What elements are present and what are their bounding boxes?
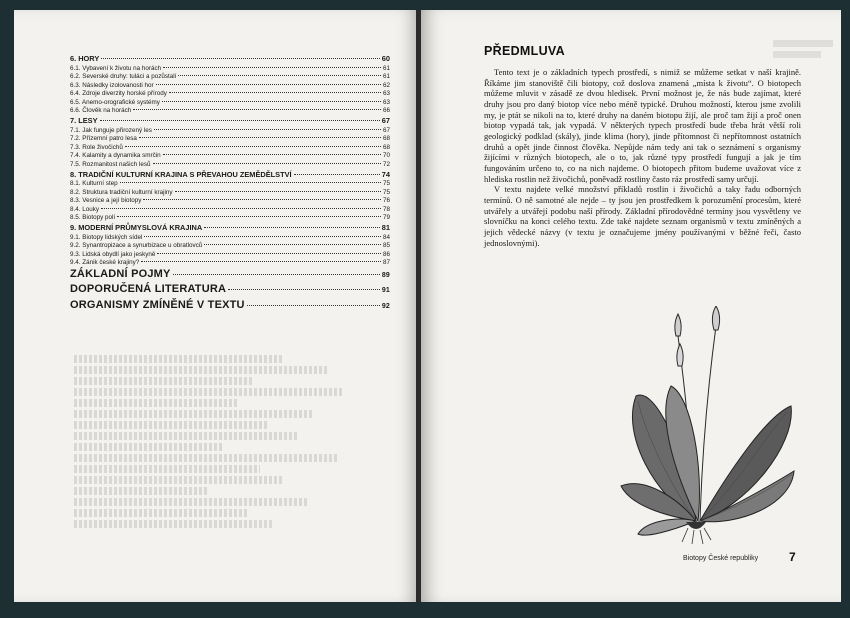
toc-entry-title: ZÁKLADNÍ POJMY: [70, 267, 171, 280]
preface-paragraph: Tento text je o základních typech prostředí, s nimiž se můžeme setkat v naší krajině. Říkáme jim stanoviště čili biotopy, což doslova znamená „místa k životu“. O biotopech můžeme mluvit v zásadě ze dvou hledisek. První možnost je, že nás bude zajímat, které druhy jsou pro daný biotop více nebo méně typické. Druhou možností, kterou jsme zvolili my, je ptát se nikoli na to, které druhy na daném biotopu žijí, ale proč tam žijí a proč onen biotop vypadá tak, jak vypadá. V některých typech prostředí bude třeba hrát větší roli geologický podklad (skály), jinde klima (hory), jinde přítomnost či nepřítomnost ostatních druhů a opět jinde činnost člověka. Nepůjde nám tedy ani tak o seznámení s organismy žijícími v různých biotopech, ale o to, jak různé typy prostředí fungují a jak je tím fungováním určeno to, co na nich najdeme. O biotopech přitom budeme uvažovat více z hlediska rostlin než živočichů, poněvadž rostliny často ráz prostředí samy určují.: [484, 67, 801, 184]
toc-leader-dots: [247, 305, 380, 306]
toc-leader-dots: [156, 84, 381, 85]
toc-entry-title: 8.4. Louky: [70, 205, 100, 213]
toc-leader-dots: [101, 58, 379, 59]
toc-entry: [70, 107, 390, 116]
toc-entry: [70, 170, 390, 181]
toc-entry-title: 8.1. Kulturní step: [70, 180, 118, 188]
toc-entry: [70, 242, 390, 251]
toc-entry-title: 8.5. Biotopy polí: [70, 214, 116, 222]
toc-entry: [70, 268, 390, 284]
toc-entry-page: 61: [382, 64, 390, 72]
toc-entry-title: DOPORUČENÁ LITERATURA: [70, 283, 227, 296]
toc-entry-page: 67: [382, 126, 390, 134]
toc-entry: [70, 73, 390, 82]
toc-leader-dots: [228, 289, 380, 290]
toc-entry-page: 74: [381, 169, 390, 179]
toc-entry-page: 89: [381, 271, 390, 279]
toc-entry: [70, 259, 390, 268]
right-page: [421, 10, 841, 602]
toc-leader-dots: [117, 216, 381, 217]
toc-entry: [70, 299, 390, 315]
table-of-contents: [70, 54, 390, 314]
toc-entry-page: 87: [382, 259, 390, 267]
toc-entry: [70, 283, 390, 299]
toc-leader-dots: [154, 129, 381, 130]
toc-entry: [70, 116, 390, 127]
toc-entry: [70, 82, 390, 91]
toc-entry: [70, 180, 390, 189]
toc-entry-page: 70: [382, 152, 390, 160]
toc-entry-title: 8.2. Struktura tradiční kulturní krajiny: [70, 188, 173, 196]
toc-entry-title: 7.2. Přízemní patro lesa: [70, 135, 137, 143]
toc-leader-dots: [163, 154, 381, 155]
toc-entry-page: 86: [382, 250, 390, 258]
toc-entry-page: 68: [382, 143, 390, 151]
toc-leader-dots: [169, 92, 381, 93]
toc-leader-dots: [125, 146, 381, 147]
toc-entry-title: ORGANISMY ZMÍNĚNÉ V TEXTU: [70, 298, 245, 311]
toc-entry-page: 61: [382, 73, 390, 81]
page-number: 7: [789, 550, 796, 564]
toc-entry-title: 7.4. Kalamity a dynamika smrčin: [70, 152, 161, 160]
toc-entry: [70, 54, 390, 65]
toc-leader-dots: [153, 163, 381, 164]
toc-entry-title: 9.3. Lidská obydlí jako jeskyně: [70, 250, 156, 258]
toc-entry-title: 7.5. Rozmanitost našich lesů: [70, 160, 151, 168]
toc-entry-title: 7. LESY: [70, 116, 98, 126]
toc-entry-title: 6.3. Následky izolovanosti hor: [70, 81, 154, 89]
toc-entry-title: 9.1. Biotopy lidských sídel: [70, 233, 143, 241]
toc-entry-page: 72: [382, 160, 390, 168]
toc-entry-title: 7.3. Role živočichů: [70, 143, 123, 151]
preface-title: PŘEDMLUVA: [484, 44, 565, 58]
preface-body: [484, 67, 801, 248]
toc-entry-page: 62: [382, 81, 390, 89]
toc-leader-dots: [204, 227, 380, 228]
preface-paragraph: V textu najdete velké množství příkladů rostlin i živočichů a taky řadu odborných termínů. O ně samotné ale nejde – ty jsou jen prostředkem k porozumění procesům, které utvářely a utvářejí podobu naší přírody. Základní přírodovědné termíny jsou vysvětleny ve slovníčku na konci celého textu. Zde také najdete seznam organismů v textu zmíněných a jejich vědecké názvy (v textu je označujeme jmény používanými v běžné řeči, často jednoslovnými).: [484, 184, 801, 248]
toc-entry-page: 68: [382, 135, 390, 143]
toc-entry-page: 79: [382, 214, 390, 222]
toc-entry-title: 8. TRADIČNÍ KULTURNÍ KRAJINA S PŘEVAHOU ZEMĚDĚLSTVÍ: [70, 169, 292, 179]
toc-leader-dots: [100, 120, 380, 121]
toc-entry: [70, 90, 390, 99]
toc-leader-dots: [175, 191, 381, 192]
toc-entry-title: 6.1. Vybavení k životu na horách: [70, 64, 162, 72]
toc-entry: [70, 65, 390, 74]
toc-entry-title: 7.1. Jak funguje přirozený les: [70, 126, 152, 134]
toc-entry-title: 6.2. Severské druhy: tuláci a pozůstalí: [70, 73, 177, 81]
toc-entry-title: 6.6. Člověk na horách: [70, 107, 132, 115]
toc-leader-dots: [162, 101, 381, 102]
toc-entry-title: 6.4. Zdroje diverzity horské přírody: [70, 90, 167, 98]
toc-entry-title: 6.5. Anemo-orografické systémy: [70, 98, 160, 106]
toc-entry-page: 66: [382, 107, 390, 115]
toc-entry-page: 81: [381, 223, 390, 232]
toc-entry-title: 9.2. Synantropizace a synurbizace u obratlovců: [70, 242, 203, 250]
toc-leader-dots: [101, 208, 381, 209]
toc-leader-dots: [178, 75, 381, 76]
toc-leader-dots: [294, 174, 380, 175]
toc-entry-title: 9. MODERNÍ PRŮMYSLOVÁ KRAJINA: [70, 223, 203, 232]
toc-entry: [70, 152, 390, 161]
toc-entry-title: 9.4. Zánik české krajiny?: [70, 259, 140, 267]
toc-entry: [70, 214, 390, 223]
toc-entry: [70, 234, 390, 243]
toc-entry: [70, 223, 390, 234]
bleed-through-text: [74, 355, 374, 531]
toc-entry-page: 78: [382, 205, 390, 213]
left-page: [14, 10, 419, 602]
running-footer: Biotopy České republiky: [683, 555, 759, 562]
toc-leader-dots: [141, 261, 381, 262]
toc-entry-page: 67: [381, 116, 390, 126]
toc-leader-dots: [139, 137, 381, 138]
toc-leader-dots: [144, 236, 381, 237]
toc-entry: [70, 197, 390, 206]
toc-leader-dots: [204, 244, 381, 245]
toc-entry-title: 6. HORY: [70, 54, 100, 63]
toc-entry: [70, 161, 390, 170]
toc-entry-page: 76: [382, 197, 390, 205]
toc-entry-page: 63: [382, 90, 390, 98]
toc-entry: [70, 144, 390, 153]
toc-entry-page: 92: [381, 302, 390, 310]
toc-entry-page: 85: [382, 242, 390, 250]
toc-leader-dots: [133, 109, 381, 110]
toc-entry-page: 75: [382, 188, 390, 196]
toc-entry-page: 63: [382, 98, 390, 106]
plantain-illustration: [616, 306, 796, 546]
toc-entry-page: 60: [381, 54, 390, 63]
toc-entry-page: 75: [382, 180, 390, 188]
toc-entry: [70, 189, 390, 198]
toc-leader-dots: [173, 274, 380, 275]
toc-entry: [70, 251, 390, 260]
toc-leader-dots: [163, 67, 381, 68]
toc-entry-title: 8.3. Vesnice a její biotopy: [70, 197, 142, 205]
toc-leader-dots: [157, 253, 381, 254]
bleed-through-heading: [773, 40, 833, 62]
toc-leader-dots: [120, 182, 381, 183]
toc-entry-page: 84: [382, 233, 390, 241]
toc-entry: [70, 127, 390, 136]
toc-entry: [70, 135, 390, 144]
toc-entry: [70, 206, 390, 215]
toc-leader-dots: [143, 199, 381, 200]
toc-entry-page: 91: [381, 287, 390, 295]
